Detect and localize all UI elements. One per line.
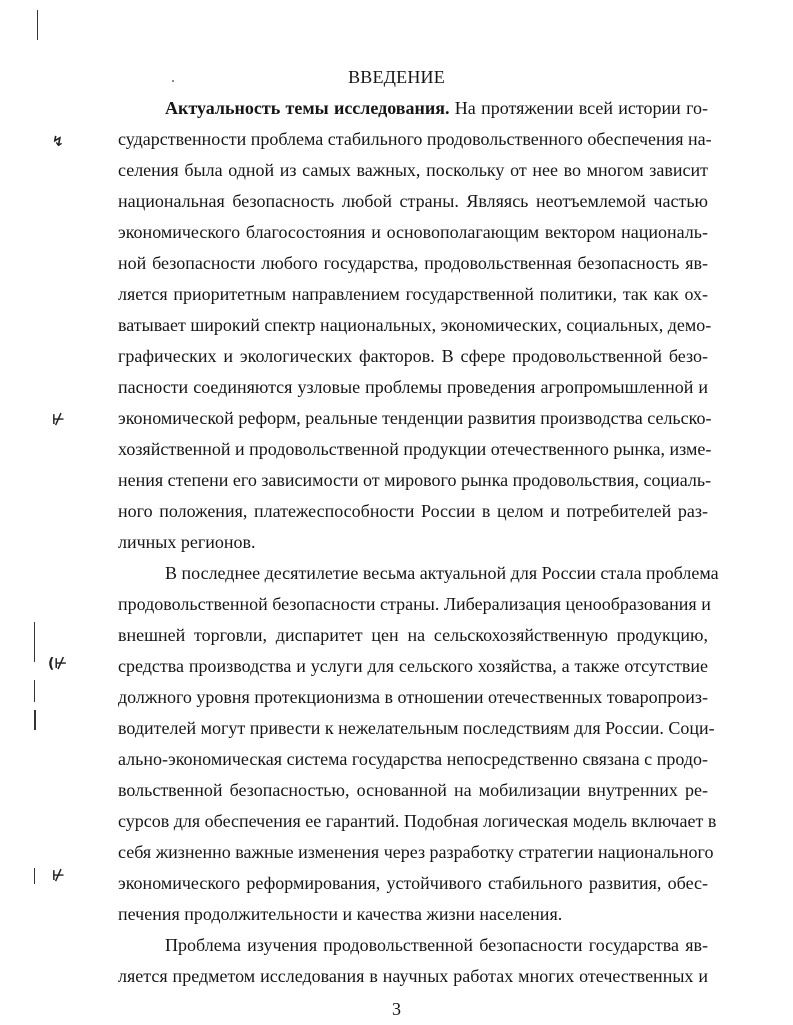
text-line: Актуальность темы исследования. На протяжении всей истории го- — [165, 98, 708, 118]
lead-heading: Актуальность темы исследования. — [165, 98, 450, 118]
text-line: ватывает широкий спектр национальных, экономических, социальных, демо- — [118, 315, 712, 335]
text-line: национальная безопасность любой страны. Являясь неотъемлемой частью — [118, 191, 708, 211]
text-line: В последнее десятилетие весьма актуальной для России стала проблема — [165, 563, 719, 583]
text-line: печения продолжительности и качества жизни населения. — [118, 904, 563, 924]
text-line: экономического реформирования, устойчивого стабильного развития, обес- — [118, 873, 708, 893]
text-line: продовольственной безопасности страны. Либерализация ценообразования и — [118, 594, 711, 614]
scan-mark-left-1 — [34, 622, 35, 662]
text-line: средства производства и услуги для сельского хозяйства, а также отсутствие — [118, 656, 708, 676]
binding-mark-4: ⊬ — [52, 868, 65, 884]
text-line: ной безопасности любого государства, продовольственная безопасность яв- — [118, 253, 708, 273]
text-line: пасности соединяются узловые проблемы проведения агропромышленной и — [118, 377, 708, 397]
text-line: хозяйственной и продовольственной продукции отечественного рынка, изме- — [118, 439, 712, 459]
scan-mark-left-2 — [34, 680, 35, 702]
text-line: экономического благосостояния и основополагающим вектором националь- — [118, 222, 708, 242]
text-line: экономической реформ, реальные тенденции развития производства сельско- — [118, 408, 712, 428]
page-number: 3 — [392, 999, 401, 1019]
text-line: графических и экологических факторов. В сфере продовольственной безо- — [118, 346, 708, 366]
binding-mark-2: ⊬ — [52, 412, 65, 428]
text-line: сурсов для обеспечения ее гарантий. Подобная логическая модель включает в — [118, 811, 717, 831]
text-line: личных регионов. — [118, 532, 256, 552]
text-line: должного уровня протекционизма в отношении отечественных товаропроиз- — [118, 687, 708, 707]
text-line: водителей могут привести к нежелательным последствиям для России. Соци- — [118, 718, 715, 738]
scan-mark-left-3 — [34, 710, 36, 730]
binding-mark-1: ↯ — [52, 134, 64, 150]
text-line: вольственной безопасностью, основанной на мобилизации внутренних ре- — [118, 780, 708, 800]
text-line: Проблема изучения продовольственной безопасности государства яв- — [165, 935, 708, 955]
binding-mark-3: (⊬ — [48, 656, 68, 672]
scan-mark-top — [37, 10, 38, 40]
text-line: ляется предметом исследования в научных работах многих отечественных и — [118, 966, 708, 986]
scan-mark-left-4 — [34, 868, 35, 884]
text-line: сударственности проблема стабильного продовольственного обеспечения на- — [118, 129, 712, 149]
text-line: селения была одной из самых важных, поскольку от нее во многом зависит — [118, 160, 708, 180]
text-line: ляется приоритетным направлением государственной политики, так как ох- — [118, 284, 708, 304]
text-line: нения степени его зависимости от мирового рынка продовольствия, социаль- — [118, 470, 712, 490]
text-line: ально-экономическая система государства непосредственно связана с продо- — [118, 749, 708, 769]
text-line: себя жизненно важные изменения через разработку стратегии национального — [118, 842, 714, 862]
text-line: ного положения, платежеспособности России в целом и потребителей раз- — [118, 501, 708, 521]
section-title: ВВЕДЕНИЕ — [348, 67, 445, 87]
text-line: внешней торговли, диспаритет цен на сельскохозяйственную продукцию, — [118, 625, 708, 645]
